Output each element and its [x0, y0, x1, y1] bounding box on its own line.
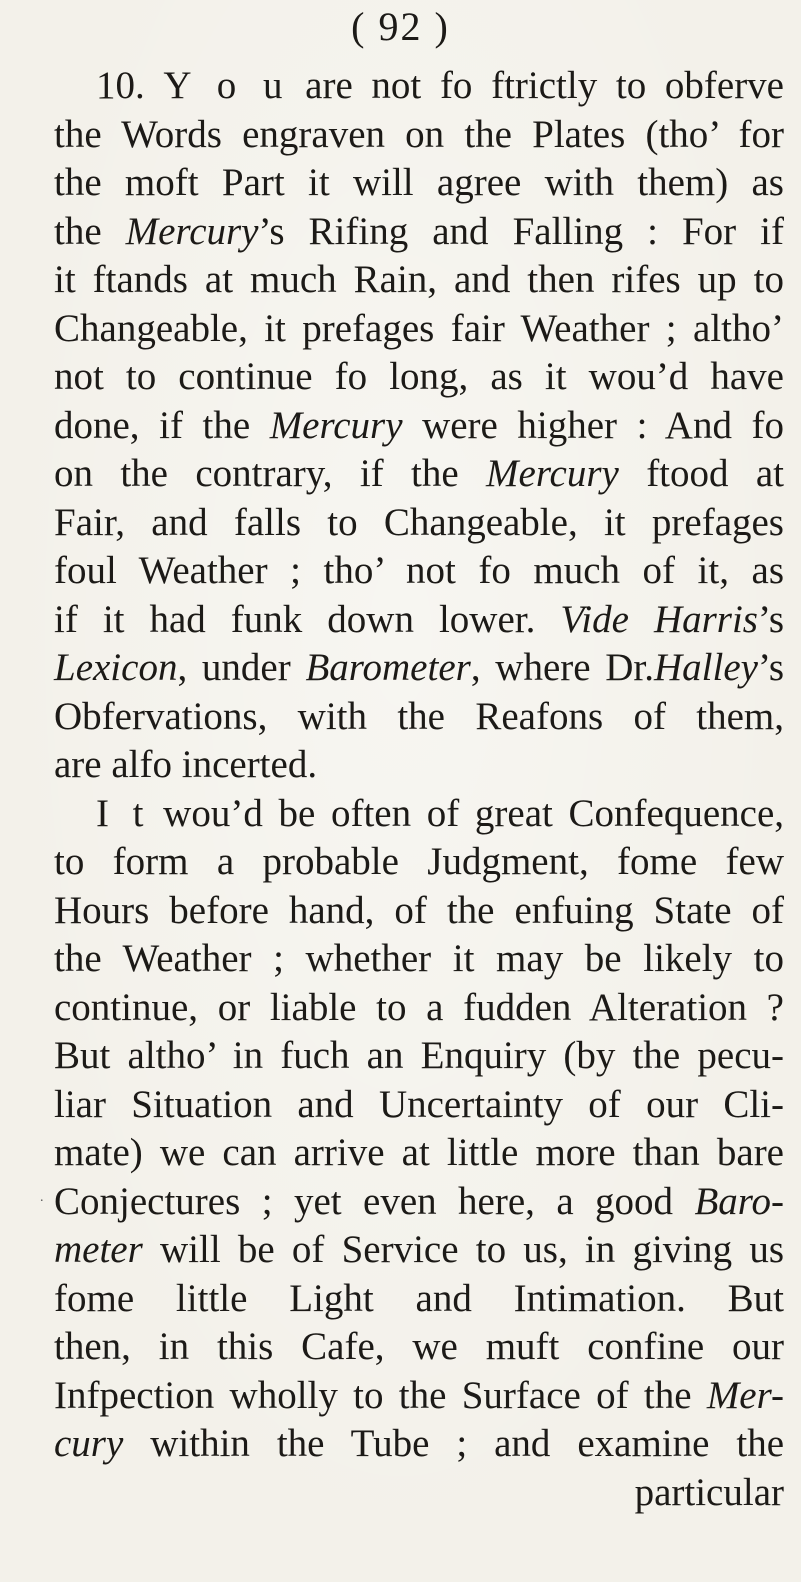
page-number: ( 92 ): [351, 4, 450, 49]
text-line: mate) we can arrive at little more than bare: [54, 1131, 784, 1174]
text-line: to form a probable Judgment, fome few: [54, 840, 784, 883]
text-line: Hours before hand, of the enfuing State of: [54, 888, 784, 932]
text-line: Infpection wholly to the Surface of the Mer-: [54, 1373, 784, 1417]
catchword: particular: [634, 1470, 784, 1514]
text-line: liar Situation and Uncertainty of our Cli-: [54, 1082, 784, 1126]
stray-mark: .: [40, 1190, 44, 1205]
text-line: if it had funk down lower. Vide Harris’s: [54, 597, 784, 641]
text-line: then, in this Cafe, we muft confine our: [54, 1325, 784, 1368]
text-line: Fair, and falls to Changeable, it prefages: [54, 500, 784, 544]
text-line: Conjectures ; yet even here, a good Baro-: [54, 1179, 784, 1223]
text-line: the Mercury’s Rifing and Falling : For if: [54, 209, 784, 253]
text-line: continue, or liable to a fudden Alteration ?: [54, 985, 784, 1029]
text-line: the Words engraven on the Plates (tho’ for: [54, 112, 784, 156]
text-line: the moft Part it will agree with them) as: [54, 161, 784, 204]
text-line: I t wou’d be often of great Confequence,: [96, 791, 785, 835]
body-text: [54, 62, 784, 1517]
text-line: the Weather ; whether it may be likely to: [54, 937, 784, 980]
text-line: 10. Y o u are not fo ftrictly to obferve: [96, 64, 784, 107]
text-line: done, if the Mercury were higher : And fo: [54, 403, 784, 447]
text-line: fome little Light and Intimation. But: [54, 1276, 784, 1320]
text-line: on the contrary, if the Mercury ftood at: [54, 452, 785, 495]
text-line: Changeable, it prefages fair Weather ; altho’: [54, 306, 784, 350]
text-line: not to continue fo long, as it wou’d have: [54, 355, 784, 398]
text-line: Obfervations, with the Reafons of them,: [54, 694, 784, 738]
text-line: Lexicon, under Barometer, where Dr.Halley’s: [54, 646, 784, 689]
text-line: But altho’ in fuch an Enquiry (by the pecu-: [54, 1034, 784, 1077]
text-line: foul Weather ; tho’ not fo much of it, as: [54, 549, 784, 592]
text-line: cury within the Tube ; and examine the: [54, 1422, 784, 1465]
text-line: meter will be of Service to us, in giving us: [54, 1228, 784, 1271]
text-line: are alfo incerted.: [54, 743, 318, 786]
text-line: it ftands at much Rain, and then rifes up to: [54, 258, 784, 301]
